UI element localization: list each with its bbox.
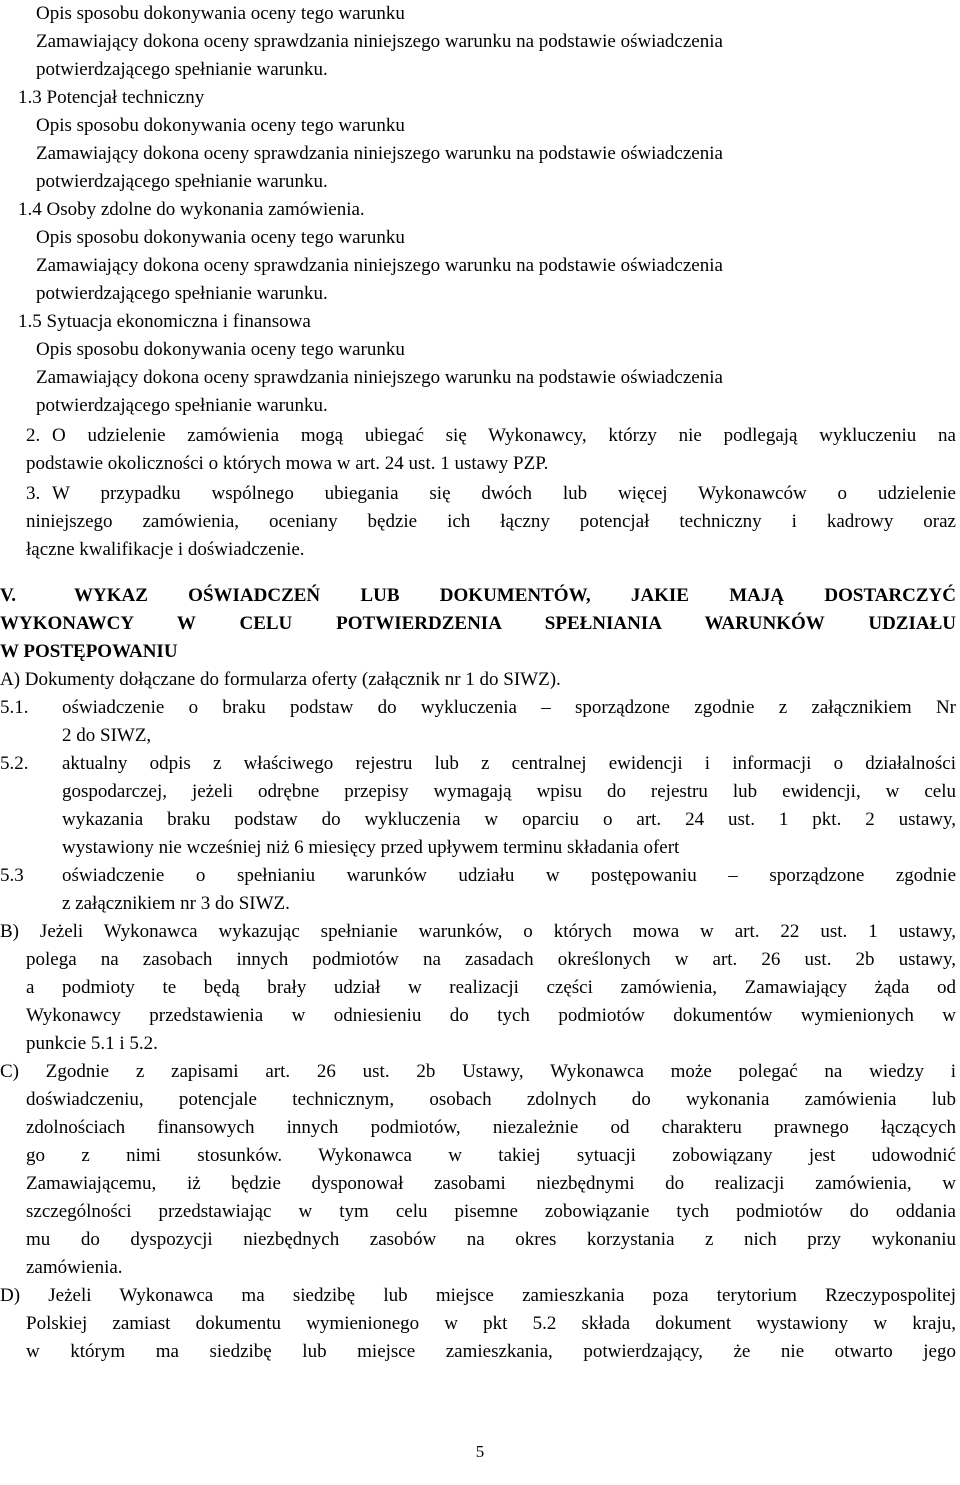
section-c-text: mu do dyspozycji niezbędnych zasobów na okres korzystania z nich przy wykonaniu (26, 1229, 956, 1250)
subsection-heading-1-3: 1.3 Potencjał techniczny (18, 87, 205, 108)
section-a-heading: A) Dokumenty dołączane do formularza oferty (załącznik nr 1 do SIWZ). (0, 669, 561, 690)
item-text: z załącznikiem nr 3 do SIWZ. (62, 893, 290, 914)
criterion-description-label: Opis sposobu dokonywania oceny tego warunku (36, 339, 405, 360)
point-text: W przypadku wspólnego ubiegania się dwóch lub więcej Wykonawców o udzielenie (52, 483, 956, 504)
criterion-description-label: Opis sposobu dokonywania oceny tego warunku (36, 227, 405, 248)
point-number: 2. (26, 425, 41, 446)
section-c-text: doświadczeniu, potencjale technicznym, osobach zdolnych do wykonania zamówienia lub (26, 1089, 956, 1110)
point-3 (26, 480, 956, 508)
subsection-heading-1-4: 1.4 Osoby zdolne do wykonania zamówienia. (18, 199, 365, 220)
point-text: podstawie okoliczności o których mowa w art. 24 ust. 1 ustawy PZP. (26, 453, 549, 474)
item-text: wykazania braku podstaw do wykluczenia w oparciu o art. 24 ust. 1 pkt. 2 ustawy, (62, 809, 956, 830)
point-text: łączne kwalifikacje i doświadczenie. (26, 539, 305, 560)
page-number: 5 (475, 1442, 485, 1461)
item-text: oświadczenie o braku podstaw do wykluczenia – sporządzone zgodnie z załącznikiem Nr (62, 697, 956, 718)
section-b-text: punkcie 5.1 i 5.2. (26, 1033, 158, 1054)
criterion-description-text: Zamawiający dokona oceny sprawdzania niniejszego warunku na podstawie oświadczenia (36, 367, 723, 388)
section-c-text: zamówienia. (26, 1257, 123, 1278)
section-c (0, 1058, 956, 1282)
section-number: V. (0, 585, 17, 606)
point-text: niniejszego zamówienia, oceniany będzie ich łączny potencjał techniczny i kadrowy oraz (26, 511, 956, 532)
point-2 (26, 422, 956, 450)
item-text: 2 do SIWZ, (62, 725, 152, 746)
item-number: 5.2. (0, 753, 29, 774)
section-c-text: go z nimi stosunków. Wykonawca w takiej sytuacji zobowiązany jest udowodnić (26, 1145, 956, 1166)
criterion-description-text: potwierdzającego spełnianie warunku. (36, 283, 328, 304)
item-number: 5.3 (0, 865, 24, 886)
criterion-description-text: Zamawiający dokona oceny sprawdzania niniejszego warunku na podstawie oświadczenia (36, 143, 723, 164)
section-v-heading (0, 582, 956, 666)
section-c-text: C) Zgodnie z zapisami art. 26 ust. 2b Ustawy, Wykonawca może polegać na wiedzy i (0, 1061, 956, 1082)
section-c-text: Zamawiającemu, iż będzie dysponował zasobami niezbędnymi do realizacji zamówienia, w (26, 1173, 956, 1194)
item-5-2 (0, 750, 956, 862)
criterion-description-text: Zamawiający dokona oceny sprawdzania niniejszego warunku na podstawie oświadczenia (36, 31, 723, 52)
section-c-text: zdolnościach finansowych innych podmiotów, niezależnie od charakteru prawnego łączących (26, 1117, 956, 1138)
section-b-text: polega na zasobach innych podmiotów na zasadach określonych w art. 26 ust. 2b ustawy, (26, 949, 956, 970)
criterion-description-text: potwierdzającego spełnianie warunku. (36, 59, 328, 80)
item-5-1 (0, 694, 956, 750)
section-d (0, 1282, 956, 1366)
criterion-description-text: Zamawiający dokona oceny sprawdzania niniejszego warunku na podstawie oświadczenia (36, 255, 723, 276)
point-text: O udzielenie zamówienia mogą ubiegać się Wykonawcy, którzy nie podlegają wykluczeniu na (52, 425, 956, 446)
section-b (0, 918, 956, 1058)
section-title: W POSTĘPOWANIU (0, 641, 178, 662)
criterion-description-text: potwierdzającego spełnianie warunku. (36, 171, 328, 192)
section-b-text: Wykonawcy przedstawienia w odniesieniu do tych podmiotów dokumentów wymienionych w (26, 1005, 956, 1026)
item-text: oświadczenie o spełnianiu warunków udziału w postępowaniu – sporządzone zgodnie (62, 865, 956, 886)
item-text: wystawiony nie wcześniej niż 6 miesięcy przed upływem terminu składania ofert (62, 837, 680, 858)
item-text: gospodarczej, jeżeli odrębne przepisy wymagają wpisu do rejestru lub ewidencji, w celu (62, 781, 956, 802)
section-title: WYKAZ OŚWIADCZEŃ LUB DOKUMENTÓW, JAKIE MAJĄ DOSTARCZYĆ (74, 585, 956, 606)
section-d-text: w którym ma siedzibę lub miejsce zamieszkania, potwierdzający, że nie otwarto jego (26, 1341, 956, 1362)
section-d-text: Polskiej zamiast dokumentu wymienionego w pkt 5.2 składa dokument wystawiony w kraju, (26, 1313, 956, 1334)
item-text: aktualny odpis z właściwego rejestru lub z centralnej ewidencji i informacji o działalności (62, 753, 956, 774)
criterion-description-label: Opis sposobu dokonywania oceny tego warunku (36, 3, 405, 24)
section-b-text: B) Jeżeli Wykonawca wykazując spełnianie warunków, o których mowa w art. 22 ust. 1 ustawy, (0, 921, 956, 942)
section-c-text: szczególności przedstawiając w tym celu pisemne zobowiązanie tych podmiotów do oddania (26, 1201, 956, 1222)
point-number: 3. (26, 483, 41, 504)
item-5-3 (0, 862, 956, 918)
subsection-heading-1-5: 1.5 Sytuacja ekonomiczna i finansowa (18, 311, 311, 332)
item-number: 5.1. (0, 697, 29, 718)
criterion-description-label: Opis sposobu dokonywania oceny tego warunku (36, 115, 405, 136)
criterion-description-text: potwierdzającego spełnianie warunku. (36, 395, 328, 416)
section-d-text: D) Jeżeli Wykonawca ma siedzibę lub miejsce zamieszkania poza terytorium Rzeczypospolitej (0, 1285, 956, 1306)
section-title: WYKONAWCY W CELU POTWIERDZENIA SPEŁNIANIA WARUNKÓW UDZIAŁU (0, 613, 956, 634)
section-b-text: a podmioty te będą brały udział w realizacji części zamówienia, Zamawiający żąda od (26, 977, 956, 998)
